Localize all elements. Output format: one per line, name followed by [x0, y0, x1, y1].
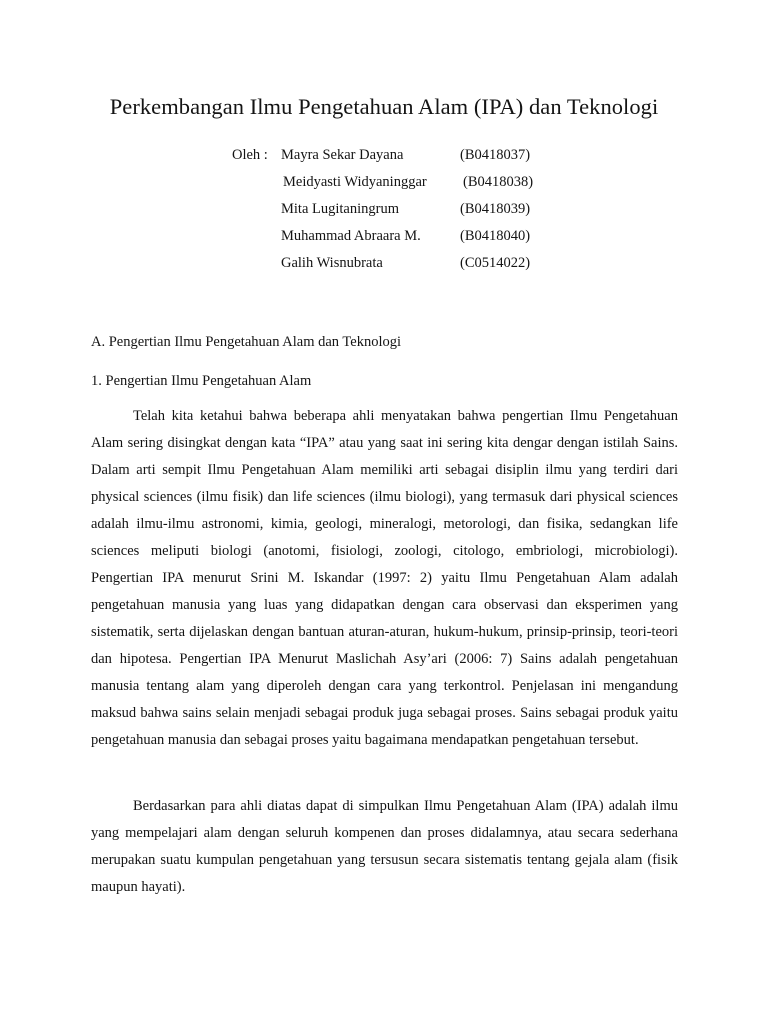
author-id: (B0418040)	[460, 228, 531, 244]
author-id: (B0418038)	[463, 174, 534, 190]
author-name: Mayra Sekar Dayana	[281, 147, 404, 163]
author-id: (B0418039)	[460, 201, 531, 217]
author-name: Meidyasti Widyaninggar	[283, 174, 427, 190]
author-id: (B0418037)	[460, 147, 531, 163]
subsection-heading: 1. Pengertian Ilmu Pengetahuan Alam	[91, 373, 312, 389]
author-id: (C0514022)	[460, 255, 531, 271]
document-title: Perkembangan Ilmu Pengetahuan Alam (IPA) dan Teknologi	[109, 94, 659, 119]
body-paragraph: Telah kita ketahui bahwa beberapa ahli menyatakan bahwa pengertian Ilmu Pengetahuan Alam sering disingkat dengan kata “IPA” atau yang saat ini sering kita dengar dengan istilah Sains. Dalam arti sempit Ilmu Pengetahuan Alam memiliki arti sebagai disiplin ilmu yang terdiri dari physical sciences (ilmu fisik) dan life sciences (ilmu biologi), yang termasuk dari physical sciences adalah ilmu-ilmu astronomi, kimia, geologi, mineralogi, metorologi, dan fisika, sedangkan life sciences meliputi biologi (anotomi, fisiologi, zoologi, citologo, embriologi, microbiologi). Pengertian IPA menurut Srini M. Iskandar (1997: 2) yaitu Ilmu Pengetahuan Alam adalah pengetahuan manusia yang luas yang didapatkan dengan cara observasi dan eksperimen yang sistematik, serta dijelaskan dengan bantuan aturan-aturan, hukum-hukum, prinsip-prinsip, teori-teori dan hipotesa. Pengertian IPA Menurut Maslichah Asy’ari (2006: 7) Sains adalah pengetahuan manusia tentang alam yang diperoleh dengan cara yang terkontrol. Penjelasan ini mengandung maksud bahwa sains selain menjadi sebagai produk juga sebagai proses. Sains sebagai produk yaitu pengetahuan manusia dan sebagai proses yaitu bagaimana mendapatkan pengetahuan tersebut.	[91, 408, 678, 748]
author-prefix: Oleh :	[232, 147, 268, 163]
body-paragraph: Berdasarkan para ahli diatas dapat di simpulkan Ilmu Pengetahuan Alam (IPA) adalah ilmu yang mempelajari alam dengan seluruh kompenen dan proses didalamnya, atau secara sederhana merupakan suatu kumpulan pengetahuan yang tersusun secara sistematis tentang gejala alam (fisik maupun hayati).	[91, 798, 678, 895]
section-heading: A. Pengertian Ilmu Pengetahuan Alam dan Teknologi	[91, 334, 402, 350]
author-name: Muhammad Abraara M.	[281, 228, 421, 244]
author-name: Galih Wisnubrata	[281, 255, 383, 271]
author-name: Mita Lugitaningrum	[281, 201, 399, 217]
